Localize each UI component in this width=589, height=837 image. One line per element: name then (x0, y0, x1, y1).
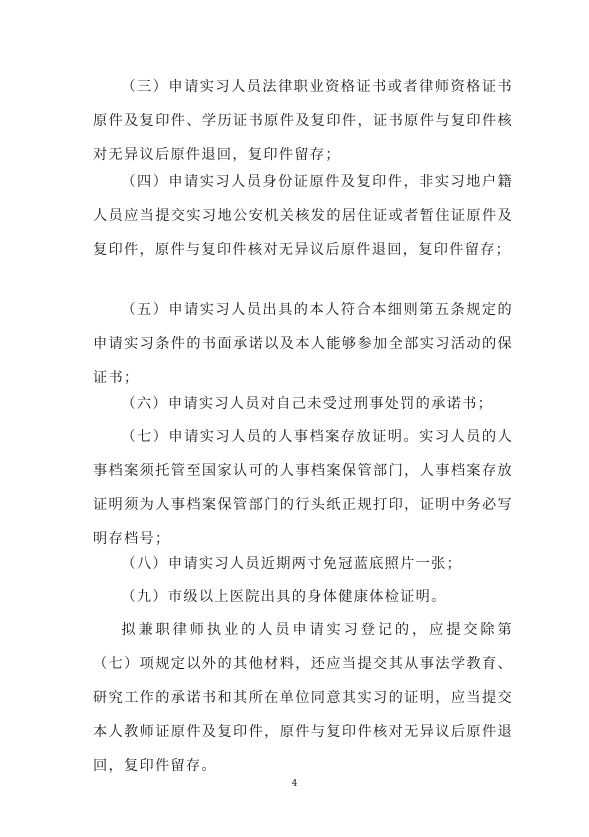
page-number: 4 (291, 779, 298, 789)
paragraph-parttime-lawyer: 拟兼职律师执业的人员申请实习登记的，应提交除第（七）项规定以外的其他材料，还应当提交其从事法学教育、研究工作的承诺书和其所在单位同意其实习的证明，应当提交本人教师证原件及复印件，原件与复印件核对无异议后原件退回，复印件留存。 (93, 622, 513, 774)
paragraph-item-8: （八）申请实习人员近期两寸免冠蓝底照片一张； (121, 556, 463, 572)
paragraph-item-5: （五）申请实习人员出具的本人符合本细则第五条规定的申请实习条件的书面承诺以及本人能够参加全部实习活动的保证书； (93, 302, 513, 386)
paragraph-item-3: （三）申请实习人员法律职业资格证书或者律师资格证书原件及复印件、学历证书原件及复印件，证书原件与复印件核对无异议后原件退回，复印件留存； (93, 79, 513, 163)
paragraph-item-6: （六）申请实习人员对自己未受过刑事处罚的承诺书； (121, 396, 494, 412)
paragraph-item-7: （七）申请实习人员的人事档案存放证明。实习人员的人事档案须托管至国家认可的人事档案保管部门，人事档案存放证明须为人事档案保管部门的行头纸正规打印，证明中务必写明存档号； (93, 429, 513, 547)
paragraph-item-4: （四）申请实习人员身份证原件及复印件，非实习地户籍人员应当提交实习地公安机关核发的居住证或者暂住证原件及复印件，原件与复印件核对无异议后原件退回，复印件留存； (93, 174, 513, 258)
paragraph-item-9: （九）市级以上医院出具的身体健康体检证明。 (121, 589, 447, 605)
